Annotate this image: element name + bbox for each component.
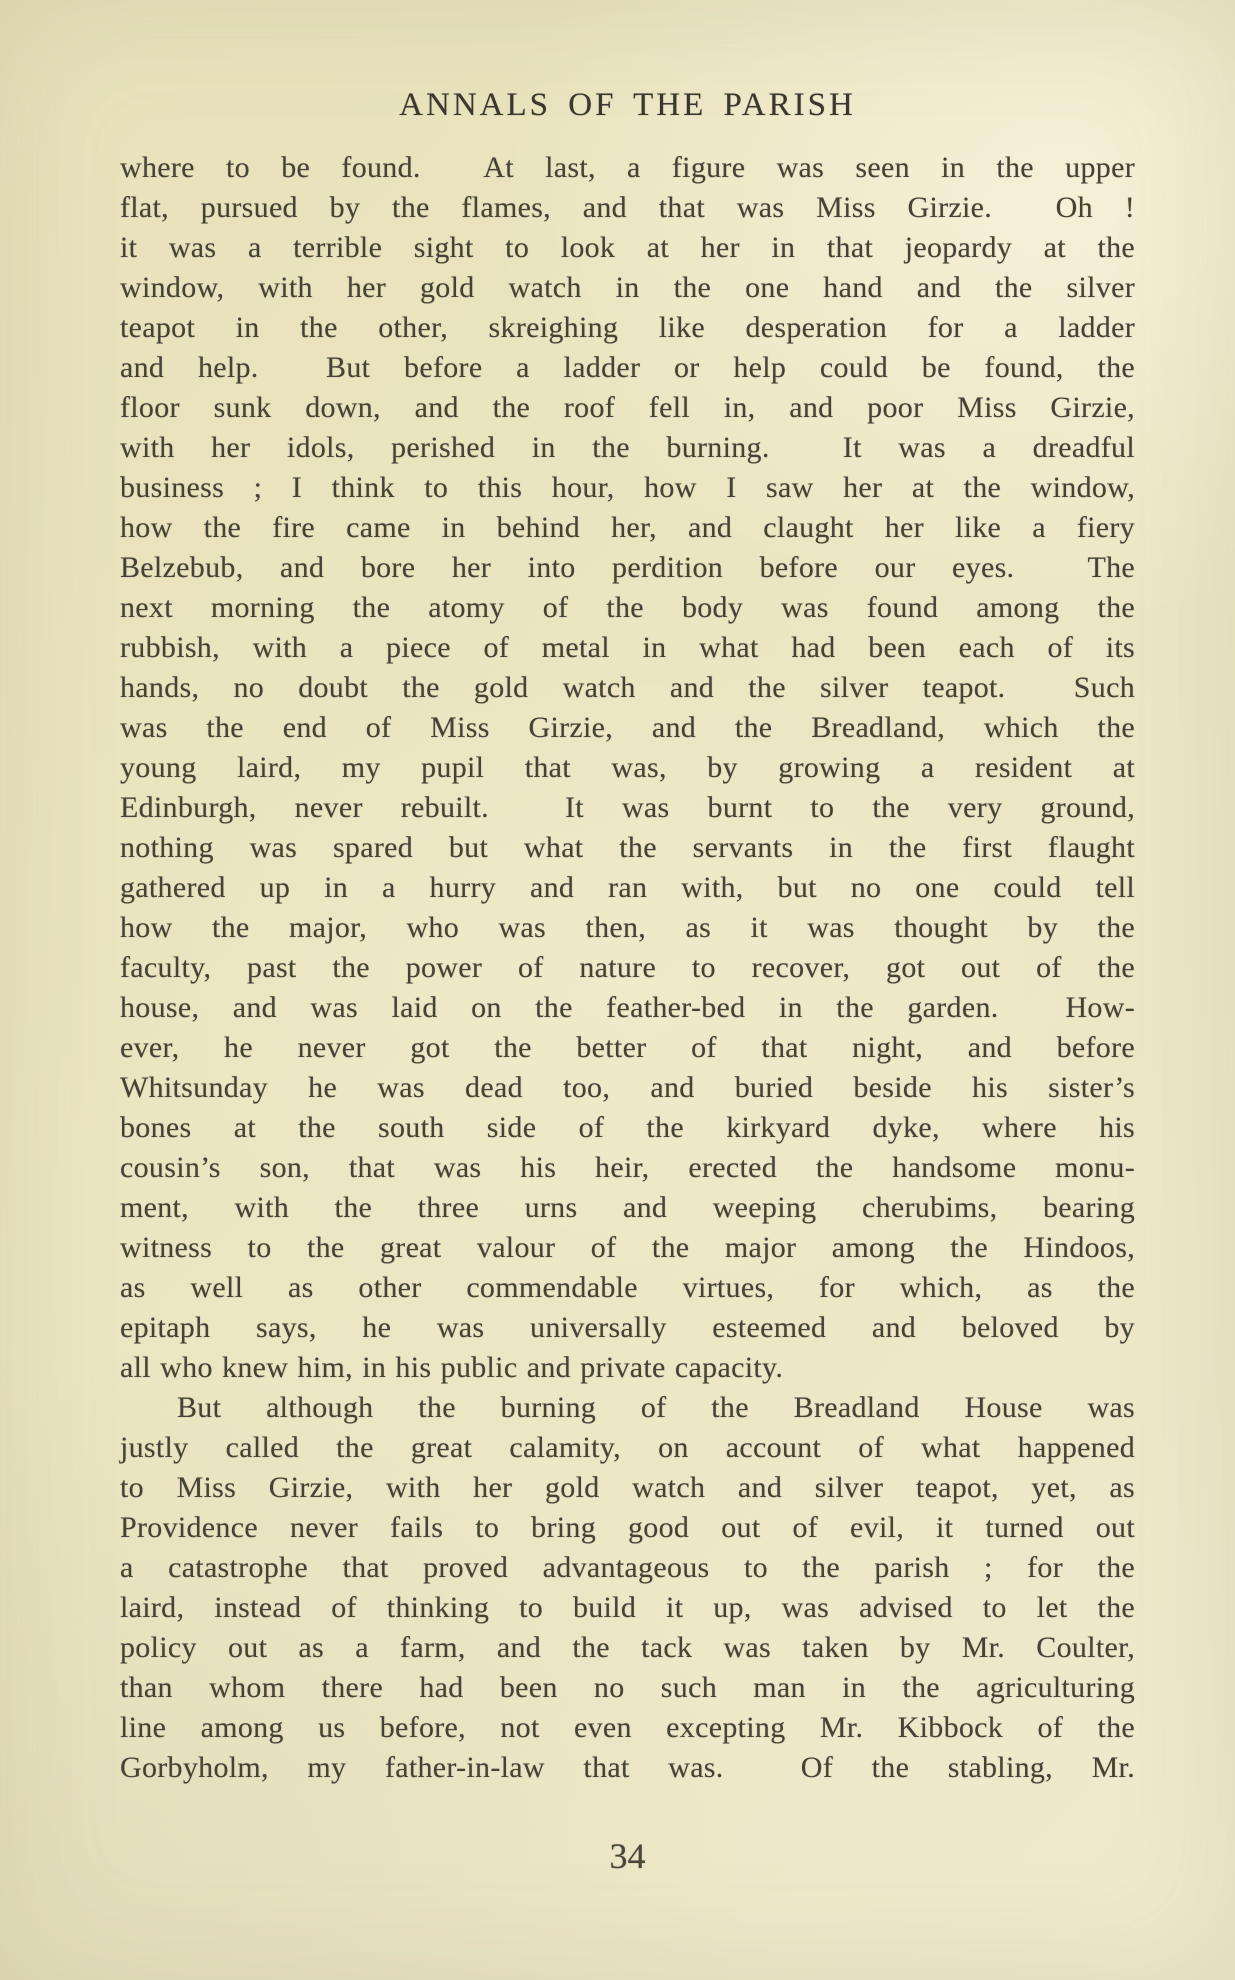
- text-line: laird, instead of thinking to build it up, was advised to let the: [120, 1591, 1135, 1624]
- text-line: Providence never fails to bring good out of evil, it turned out: [120, 1511, 1135, 1544]
- text-line: window, with her gold watch in the one hand and the silver: [120, 271, 1135, 304]
- text-line: where to be found. At last, a figure was seen in the upper: [120, 151, 1135, 184]
- text-line: all who knew him, in his public and private capacity.: [120, 1351, 784, 1384]
- text-line: it was a terrible sight to look at her in that jeopardy at the: [120, 231, 1135, 264]
- text-line: Edinburgh, never rebuilt. It was burnt to the very ground,: [120, 791, 1135, 824]
- text-line: business ; I think to this hour, how I saw her at the window,: [120, 471, 1135, 504]
- body-text: [120, 148, 1135, 1788]
- text-line: epitaph says, he was universally esteemed and beloved by: [120, 1311, 1135, 1344]
- text-line: and help. But before a ladder or help could be found, the: [120, 351, 1135, 384]
- text-line: witness to the great valour of the major among the Hindoos,: [120, 1231, 1135, 1264]
- text-line: Belzebub, and bore her into perdition before our eyes. The: [120, 551, 1135, 584]
- text-line: how the major, who was then, as it was thought by the: [120, 911, 1135, 944]
- text-line: as well as other commendable virtues, for which, as the: [120, 1271, 1135, 1304]
- text-line: with her idols, perished in the burning. It was a dreadful: [120, 431, 1135, 464]
- text-line: floor sunk down, and the roof fell in, and poor Miss Girzie,: [120, 391, 1135, 424]
- page-number: 34: [609, 1836, 646, 1876]
- text-line: Gorbyholm, my father-in-law that was. Of the stabling, Mr.: [120, 1751, 1135, 1784]
- text-line: nothing was spared but what the servants in the first flaught: [120, 831, 1135, 864]
- text-line: justly called the great calamity, on account of what happened: [120, 1431, 1135, 1464]
- text-line: faculty, past the power of nature to recover, got out of the: [120, 951, 1135, 984]
- text-line: house, and was laid on the feather-bed in the garden. How-: [120, 991, 1135, 1024]
- text-line: Whitsunday he was dead too, and buried beside his sister’s: [120, 1071, 1135, 1104]
- text-line: teapot in the other, skreighing like desperation for a ladder: [120, 311, 1135, 344]
- running-head: ANNALS OF THE PARISH: [399, 87, 856, 123]
- text-line: young laird, my pupil that was, by growing a resident at: [120, 751, 1135, 784]
- text-line: rubbish, with a piece of metal in what had been each of its: [120, 631, 1135, 664]
- text-line: ment, with the three urns and weeping cherubims, bearing: [120, 1191, 1135, 1224]
- text-line: policy out as a farm, and the tack was taken by Mr. Coulter,: [120, 1631, 1135, 1664]
- text-line: to Miss Girzie, with her gold watch and silver teapot, yet, as: [120, 1471, 1135, 1504]
- text-line: ever, he never got the better of that night, and before: [120, 1031, 1135, 1064]
- text-line: But although the burning of the Breadland House was: [177, 1391, 1135, 1424]
- text-line: line among us before, not even excepting Mr. Kibbock of the: [120, 1711, 1135, 1744]
- text-line: than whom there had been no such man in the agriculturing: [120, 1671, 1135, 1704]
- text-line: next morning the atomy of the body was found among the: [120, 591, 1135, 624]
- text-line: was the end of Miss Girzie, and the Breadland, which the: [120, 711, 1135, 744]
- text-line: bones at the south side of the kirkyard dyke, where his: [120, 1111, 1135, 1144]
- text-line: a catastrophe that proved advantageous to the parish ; for the: [120, 1551, 1135, 1584]
- text-line: flat, pursued by the flames, and that was Miss Girzie. Oh !: [120, 191, 1135, 224]
- text-line: gathered up in a hurry and ran with, but no one could tell: [120, 871, 1135, 904]
- text-line: hands, no doubt the gold watch and the silver teapot. Such: [120, 671, 1135, 704]
- text-line: how the fire came in behind her, and claught her like a fiery: [120, 511, 1135, 544]
- text-line: cousin’s son, that was his heir, erected the handsome monu-: [120, 1151, 1135, 1184]
